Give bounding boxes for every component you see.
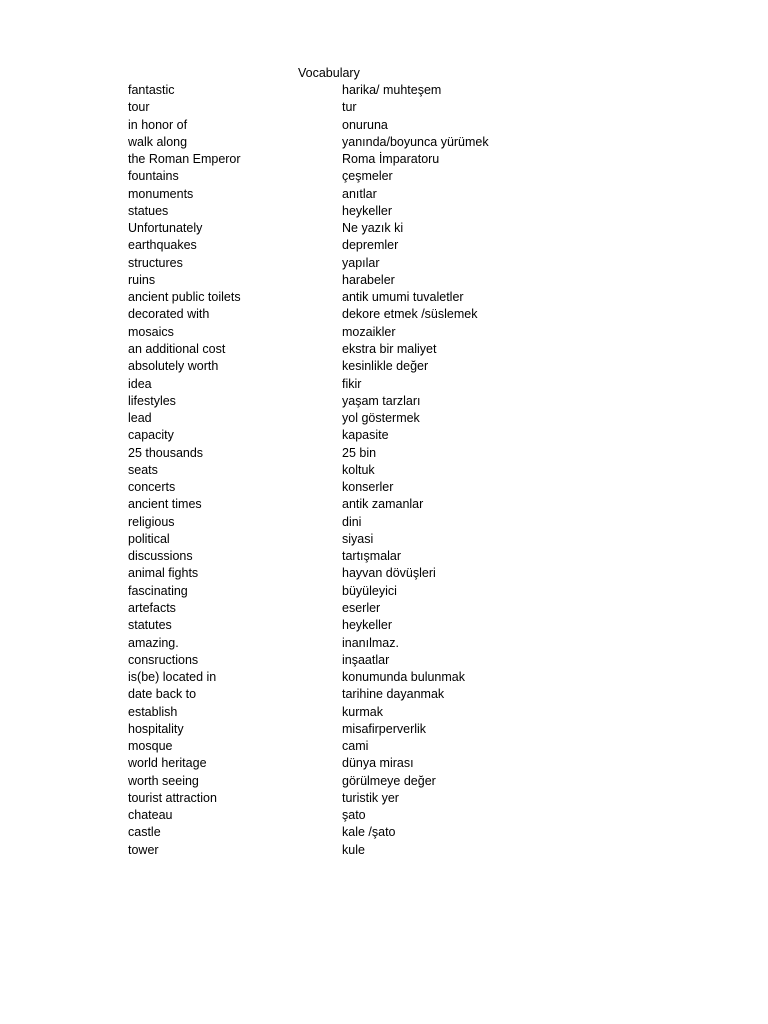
english-term: the Roman Emperor: [128, 152, 241, 167]
turkish-translation: antik umumi tuvaletler: [342, 290, 464, 305]
english-term: world heritage: [128, 756, 207, 771]
turkish-translation: eserler: [342, 600, 381, 615]
vocab-row: [128, 669, 562, 686]
vocab-row: [128, 824, 562, 841]
vocab-row: [128, 99, 562, 116]
vocab-row: [128, 462, 562, 479]
turkish-translation: inanılmaz.: [342, 635, 399, 650]
turkish-translation: heykeller: [342, 203, 393, 218]
english-term: seats: [128, 462, 158, 477]
english-term: animal fights: [128, 566, 199, 581]
english-term: fountains: [128, 169, 179, 184]
turkish-translation: harabeler: [342, 272, 395, 287]
english-term: ancient times: [128, 497, 202, 512]
english-term: tour: [128, 100, 150, 115]
english-term: amazing.: [128, 635, 179, 650]
turkish-translation: kapasite: [342, 428, 389, 443]
vocab-row: [128, 306, 562, 323]
turkish-translation: Roma İmparatoru: [342, 152, 440, 167]
vocab-row: [128, 358, 562, 375]
vocab-row: [128, 324, 562, 341]
english-term: date back to: [128, 687, 197, 702]
english-term: concerts: [128, 480, 176, 495]
english-term: fascinating: [128, 583, 188, 598]
english-term: capacity: [128, 428, 174, 443]
turkish-translation: yapılar: [342, 255, 380, 270]
turkish-translation: anıtlar: [342, 186, 377, 201]
vocab-row: [128, 427, 562, 444]
turkish-translation: kurmak: [342, 704, 383, 719]
turkish-translation: koltuk: [342, 462, 375, 477]
vocab-row: [128, 117, 562, 134]
turkish-translation: onuruna: [342, 117, 388, 132]
english-term: walk along: [128, 134, 188, 149]
vocab-row: [128, 652, 562, 669]
vocab-row: [128, 255, 562, 272]
english-term: hospitality: [128, 721, 184, 736]
vocab-row: [128, 565, 562, 582]
english-term: artefacts: [128, 600, 176, 615]
english-term: statutes: [128, 618, 172, 633]
vocab-row: [128, 445, 562, 462]
vocab-row: [128, 168, 562, 185]
vocab-row: [128, 376, 562, 393]
vocab-row: [128, 842, 562, 859]
vocab-row: [128, 151, 562, 168]
vocab-row: [128, 203, 562, 220]
turkish-translation: Ne yazık ki: [342, 221, 404, 236]
english-term: 25 thousands: [128, 445, 204, 460]
turkish-translation: mozaikler: [342, 324, 396, 339]
english-term: ancient public toilets: [128, 290, 241, 305]
vocab-row: [128, 600, 562, 617]
english-term: statues: [128, 203, 169, 218]
vocab-row: [128, 807, 562, 824]
turkish-translation: harika/ muhteşem: [342, 83, 442, 97]
turkish-translation: siyasi: [342, 531, 374, 546]
vocab-row: [128, 583, 562, 600]
vocab-row: [128, 531, 562, 548]
turkish-translation: cami: [342, 739, 369, 754]
vocab-row: [128, 82, 562, 99]
vocab-row: [128, 755, 562, 772]
english-term: is(be) located in: [128, 670, 217, 685]
turkish-translation: görülmeye değer: [342, 773, 436, 788]
turkish-translation: dini: [342, 514, 362, 529]
vocab-row: [128, 220, 562, 237]
vocab-row: [128, 738, 562, 755]
turkish-translation: heykeller: [342, 618, 393, 633]
vocab-row: [128, 186, 562, 203]
turkish-translation: konumunda bulunmak: [342, 670, 465, 685]
english-term: an additional cost: [128, 341, 226, 356]
turkish-translation: dünya mirası: [342, 756, 414, 771]
vocab-row: [128, 410, 562, 427]
turkish-translation: tur: [342, 100, 357, 115]
english-term: worth seeing: [128, 773, 199, 788]
turkish-translation: 25 bin: [342, 445, 377, 460]
turkish-translation: büyüleyici: [342, 583, 397, 598]
turkish-translation: hayvan dövüşleri: [342, 566, 436, 581]
vocab-row: [128, 341, 562, 358]
vocab-row: [128, 272, 562, 289]
english-term: castle: [128, 825, 161, 840]
english-term: lead: [128, 411, 152, 426]
english-term: discussions: [128, 549, 193, 564]
vocab-row: [128, 686, 562, 703]
english-term: earthquakes: [128, 238, 197, 253]
english-term: mosque: [128, 739, 173, 754]
english-term: idea: [128, 376, 152, 391]
turkish-translation: yanında/boyunca yürümek: [342, 134, 489, 149]
english-term: mosaics: [128, 324, 174, 339]
english-term: monuments: [128, 186, 194, 201]
vocab-row: [128, 617, 562, 634]
vocab-row: [128, 704, 562, 721]
english-term: ruins: [128, 272, 156, 287]
turkish-translation: yaşam tarzları: [342, 393, 421, 408]
turkish-translation: şato: [342, 808, 366, 823]
vocab-row: [128, 635, 562, 652]
english-term: in honor of: [128, 117, 188, 132]
english-term: structures: [128, 255, 183, 270]
turkish-translation: kesinlikle değer: [342, 359, 429, 374]
turkish-translation: fikir: [342, 376, 362, 391]
turkish-translation: kale /şato: [342, 825, 396, 840]
english-term: political: [128, 531, 170, 546]
turkish-translation: konserler: [342, 480, 394, 495]
english-term: tower: [128, 842, 159, 857]
vocab-row: [128, 790, 562, 807]
english-term: decorated with: [128, 307, 210, 322]
turkish-translation: kule: [342, 842, 365, 857]
turkish-translation: turistik yer: [342, 790, 399, 805]
vocab-row: [128, 514, 562, 531]
english-term: establish: [128, 704, 178, 719]
vocab-row: [128, 548, 562, 565]
turkish-translation: inşaatlar: [342, 652, 390, 667]
turkish-translation: misafirperverlik: [342, 721, 427, 736]
vocab-row: [128, 134, 562, 151]
vocab-row: [128, 721, 562, 738]
turkish-translation: tarihine dayanmak: [342, 687, 445, 702]
english-term: Unfortunately: [128, 221, 203, 236]
vocab-row: [128, 496, 562, 513]
english-term: chateau: [128, 808, 173, 823]
vocab-row: [128, 773, 562, 790]
vocab-row: [128, 479, 562, 496]
vocabulary-list: [128, 82, 562, 859]
english-term: lifestyles: [128, 393, 176, 408]
english-term: fantastic: [128, 83, 175, 97]
turkish-translation: tartışmalar: [342, 549, 402, 564]
turkish-translation: çeşmeler: [342, 169, 393, 184]
turkish-translation: dekore etmek /süslemek: [342, 307, 478, 322]
english-term: absolutely worth: [128, 359, 219, 374]
english-term: tourist attraction: [128, 790, 217, 805]
turkish-translation: yol göstermek: [342, 411, 420, 426]
turkish-translation: depremler: [342, 238, 399, 253]
vocab-row: [128, 237, 562, 254]
page-title: Vocabulary: [298, 66, 360, 80]
vocab-row: [128, 289, 562, 306]
english-term: consructions: [128, 652, 199, 667]
english-term: religious: [128, 514, 175, 529]
turkish-translation: antik zamanlar: [342, 497, 424, 512]
vocab-row: [128, 393, 562, 410]
turkish-translation: ekstra bir maliyet: [342, 341, 437, 356]
